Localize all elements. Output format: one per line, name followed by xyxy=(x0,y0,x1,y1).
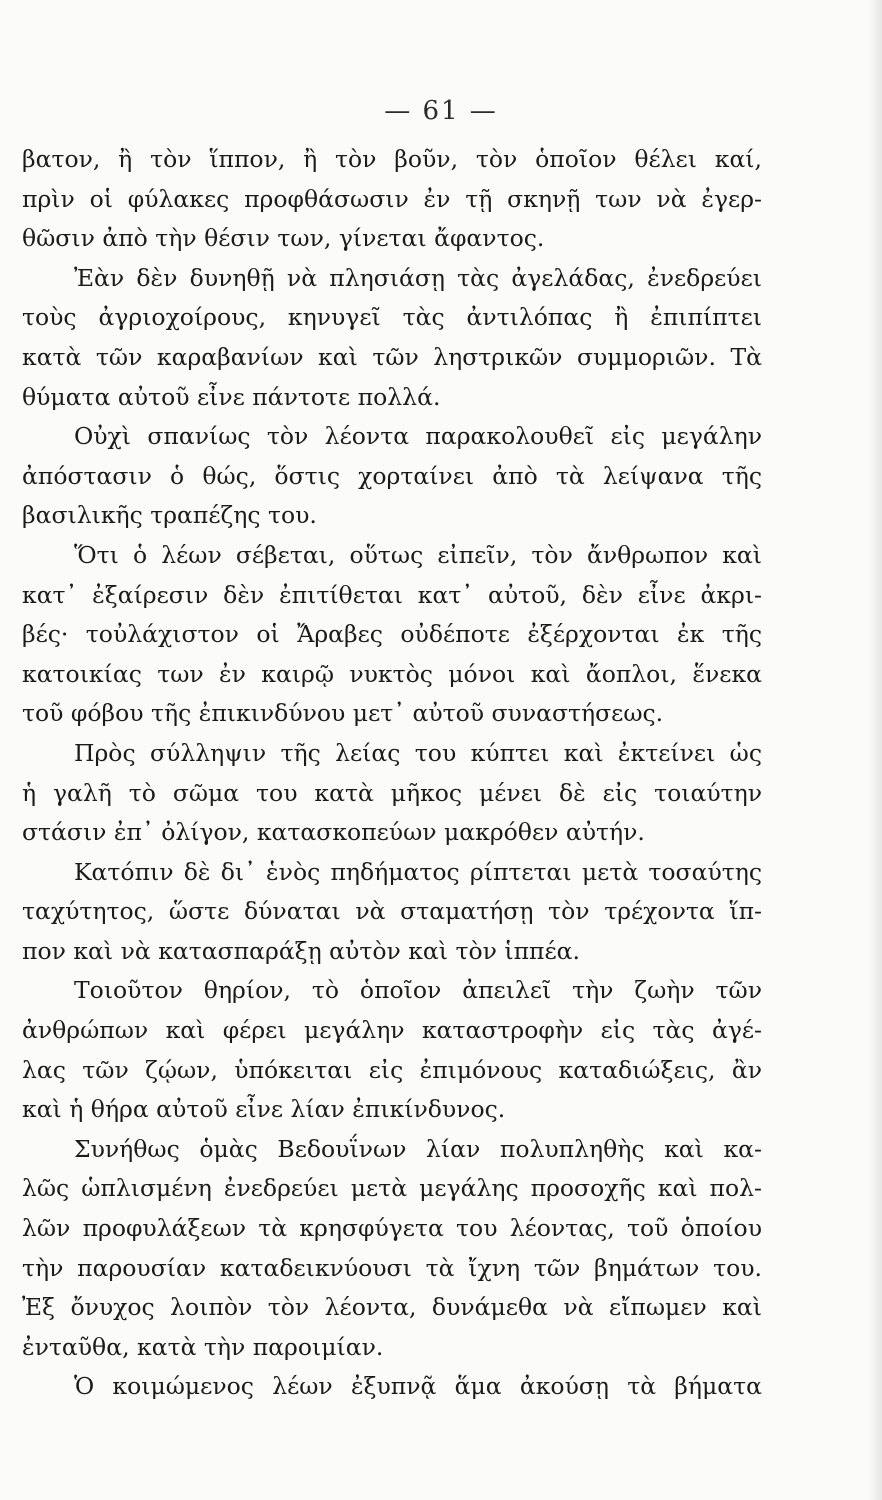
text-line: λας τῶν ζῴων, ὑπόκειται εἰς ἐπιμόνους καταδιώξεις, ἂν xyxy=(22,1055,762,1084)
text-line: Ὁ κοιμώμενος λέων ἐξυπνᾷ ἅμα ἀκούσῃ τὰ βήματα xyxy=(74,1372,762,1401)
text-line: πον καὶ νὰ κατασπαράξῃ αὐτὸν καὶ τὸν ἱππέα. xyxy=(22,936,580,965)
text-line: Κατόπιν δὲ δι᾿ ἑνὸς πηδήματος ρίπτεται μετὰ τοσαύτης xyxy=(74,857,762,886)
text-line: λῶς ὡπλισμένη ἐνεδρεύει μετὰ μεγάλης προσοχῆς καὶ πολ- xyxy=(22,1174,762,1203)
page-edge-shadow xyxy=(868,0,882,1500)
text-line: Πρὸς σύλληψιν τῆς λείας του κύπτει καὶ ἐκτείνει ὡς xyxy=(74,738,762,767)
text-line: κατοικίας των ἐν καιρῷ νυκτὸς μόνοι καὶ ἄοπλοι, ἕνεκα xyxy=(22,659,762,688)
text-line: βασιλικῆς τραπέζης του. xyxy=(22,501,317,530)
text-line: κατ᾿ ἐξαίρεσιν δὲν ἐπιτίθεται κατ᾿ αὐτοῦ, δὲν εἶνε ἀκρι- xyxy=(22,580,762,609)
text-line: Ὅτι ὁ λέων σέβεται, οὕτως εἰπεῖν, τὸν ἄνθρωπον καὶ xyxy=(74,540,762,569)
text-line: κατὰ τῶν καραβανίων καὶ τῶν ληστρικῶν συμμοριῶν. Τὰ xyxy=(22,342,762,371)
text-line: Συνήθως ὁμὰς Βεδουΐνων λίαν πολυπληθὴς καὶ κα- xyxy=(74,1134,762,1163)
text-line: θύματα αὐτοῦ εἶνε πάντοτε πολλά. xyxy=(22,382,441,411)
page-number: — 61 — xyxy=(384,96,498,126)
text-line: ἀνθρώπων καὶ φέρει μεγάλην καταστροφὴν εἰς τὰς ἀγέ- xyxy=(22,1016,762,1045)
text-line: τοῦ φόβου τῆς ἐπικινδύνου μετ᾿ αὐτοῦ συναστήσεως. xyxy=(22,699,664,728)
text-line: βές· τοὐλάχιστον οἱ Ἄραβες οὐδέποτε ἐξέρχονται ἐκ τῆς xyxy=(22,620,762,649)
text-line: Ἐξ ὄνυχος λοιπὸν τὸν λέοντα, δυνάμεθα νὰ εἴπωμεν καὶ xyxy=(22,1293,762,1322)
text-line: ἀπόστασιν ὁ θώς, ὅστις χορταίνει ἀπὸ τὰ λείψανα τῆς xyxy=(22,461,762,490)
text-line: Ἐὰν δὲν δυνηθῇ νὰ πλησιάσῃ τὰς ἀγελάδας, ἐνεδρεύει xyxy=(74,263,762,292)
text-line: ἐνταῦθα, κατὰ τὴν παροιμίαν. xyxy=(22,1332,384,1361)
text-line: πρὶν οἱ φύλακες προφθάσωσιν ἐν τῇ σκηνῇ των νὰ ἐγερ- xyxy=(22,184,762,213)
text-line: Τοιοῦτον θηρίον, τὸ ὁποῖον ἀπειλεῖ τὴν ζωὴν τῶν xyxy=(74,976,762,1005)
text-line: καὶ ἡ θήρα αὐτοῦ εἶνε λίαν ἐπικίνδυνος. xyxy=(22,1095,506,1124)
text-line: Οὐχὶ σπανίως τὸν λέοντα παρακολουθεῖ εἰς μεγάλην xyxy=(74,422,762,451)
text-line: τὴν παρουσίαν καταδεικνύουσι τὰ ἴχνη τῶν βημάτων του. xyxy=(22,1253,762,1282)
body-text xyxy=(22,140,762,1407)
text-line: τοὺς ἀγριοχοίρους, κηνυγεῖ τὰς ἀντιλόπας ἢ ἐπιπίπτει xyxy=(22,303,762,332)
text-line: βατον, ἢ τὸν ἵππον, ἢ τὸν βοῦν, τὸν ὁποῖον θέλει καί, xyxy=(22,145,762,173)
text-line: λῶν προφυλάξεων τὰ κρησφύγετα του λέοντας, τοῦ ὁποίου xyxy=(22,1214,762,1243)
text-line: ἡ γαλῆ τὸ σῶμα του κατὰ μῆκος μένει δὲ εἰς τοιαύτην xyxy=(22,778,762,807)
text-line: στάσιν ἐπ᾿ ὀλίγον, κατασκοπεύων μακρόθεν αὐτήν. xyxy=(22,818,645,847)
text-line: ταχύτητος, ὥστε δύναται νὰ σταματήσῃ τὸν τρέχοντα ἵπ- xyxy=(22,897,762,926)
text-line: θῶσιν ἀπὸ τὴν θέσιν των, γίνεται ἄφαντος. xyxy=(22,224,545,253)
